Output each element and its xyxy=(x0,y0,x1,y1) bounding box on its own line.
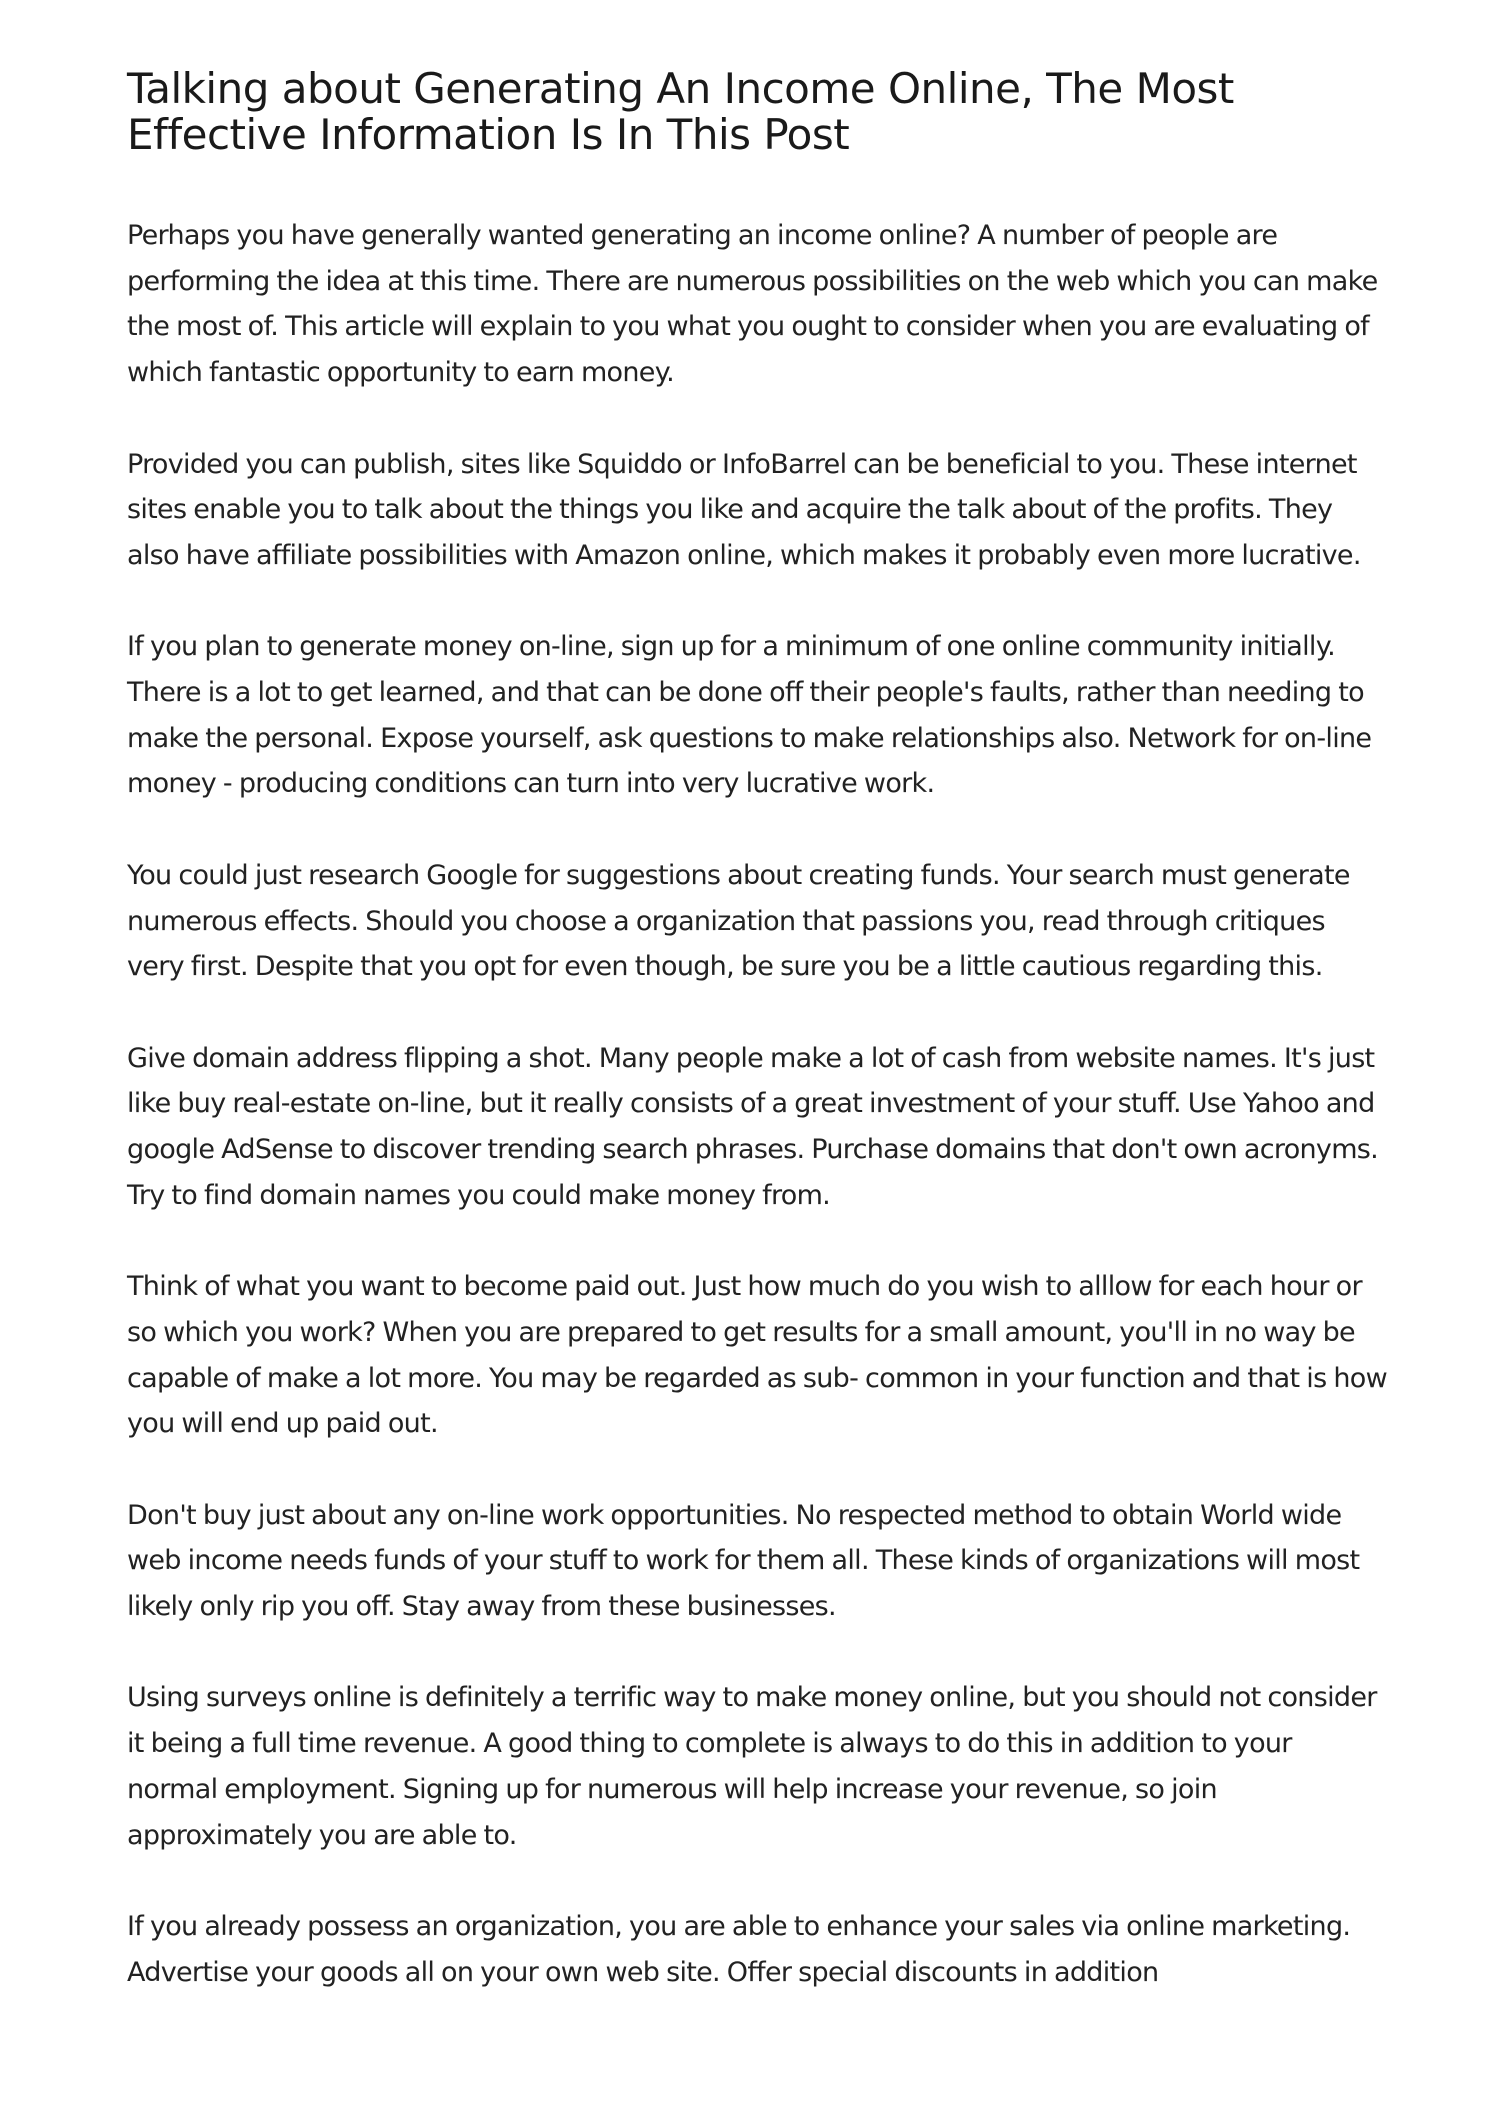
paragraph: Using surveys online is definitely a terrific way to make money online, but you should not consider it being a full time revenue. A good thing to complete is always to do this in addition to your normal employment. Signing up for numerous will help increase your revenue, so join approximately you are able to. xyxy=(127,1682,1377,1851)
article-title: Talking about Generating An Income Online, The Most Effective Information Is In This Post xyxy=(127,64,1234,159)
article-body xyxy=(127,213,1387,2041)
paragraph: If you plan to generate money on-line, sign up for a minimum of one online community initially. There is a lot to get learned, and that can be done off their people's faults, rather than needing to make the personal. Expose yourself, ask questions to make relationships also. Network for on-line money - producing conditions can turn into very lucrative work. xyxy=(127,631,1372,800)
paragraph: Think of what you want to become paid out. Just how much do you wish to alllow for each hour or so which you work? When you are prepared to get results for a small amount, you'll in no way be capable of make a lot more. You may be regarded as sub- common in your function and that is how you will end up paid out. xyxy=(127,1271,1387,1440)
paragraph: Give domain address flipping a shot. Many people make a lot of cash from website names. It's just like buy real-estate on-line, but it really consists of a great investment of your stuff. Use Yahoo and google AdSense to discover trending search phrases. Purchase domains that don't own acronyms. Try to find domain names you could make money from. xyxy=(127,1042,1379,1211)
paragraph: Perhaps you have generally wanted generating an income online? A number of people are performing the idea at this time. There are numerous possibilities on the web which you can make the most of. This article will explain to you what you ought to consider when you are evaluating of which fantastic opportunity to earn money. xyxy=(127,220,1378,389)
paragraph: Don't buy just about any on-line work opportunities. No respected method to obtain World wide web income needs funds of your stuff to work for them all. These kinds of organizations will most likely only rip you off. Stay away from these businesses. xyxy=(127,1499,1360,1622)
paragraph: If you already possess an organization, you are able to enhance your sales via online marketing. Advertise your goods all on your own web site. Offer special discounts in addition xyxy=(127,1910,1351,1988)
paragraph: Provided you can publish, sites like Squiddo or InfoBarrel can be beneficial to you. These internet sites enable you to talk about the things you like and acquire the talk about of the profits. They also have affiliate possibilities with Amazon online, which makes it probably even more lucrative. xyxy=(127,448,1361,571)
paragraph: You could just research Google for suggestions about creating funds. Your search must generate numerous effects. Should you choose a organization that passions you, read through critiques very first. Despite that you opt for even though, be sure you be a little cautious regarding this. xyxy=(127,859,1350,983)
